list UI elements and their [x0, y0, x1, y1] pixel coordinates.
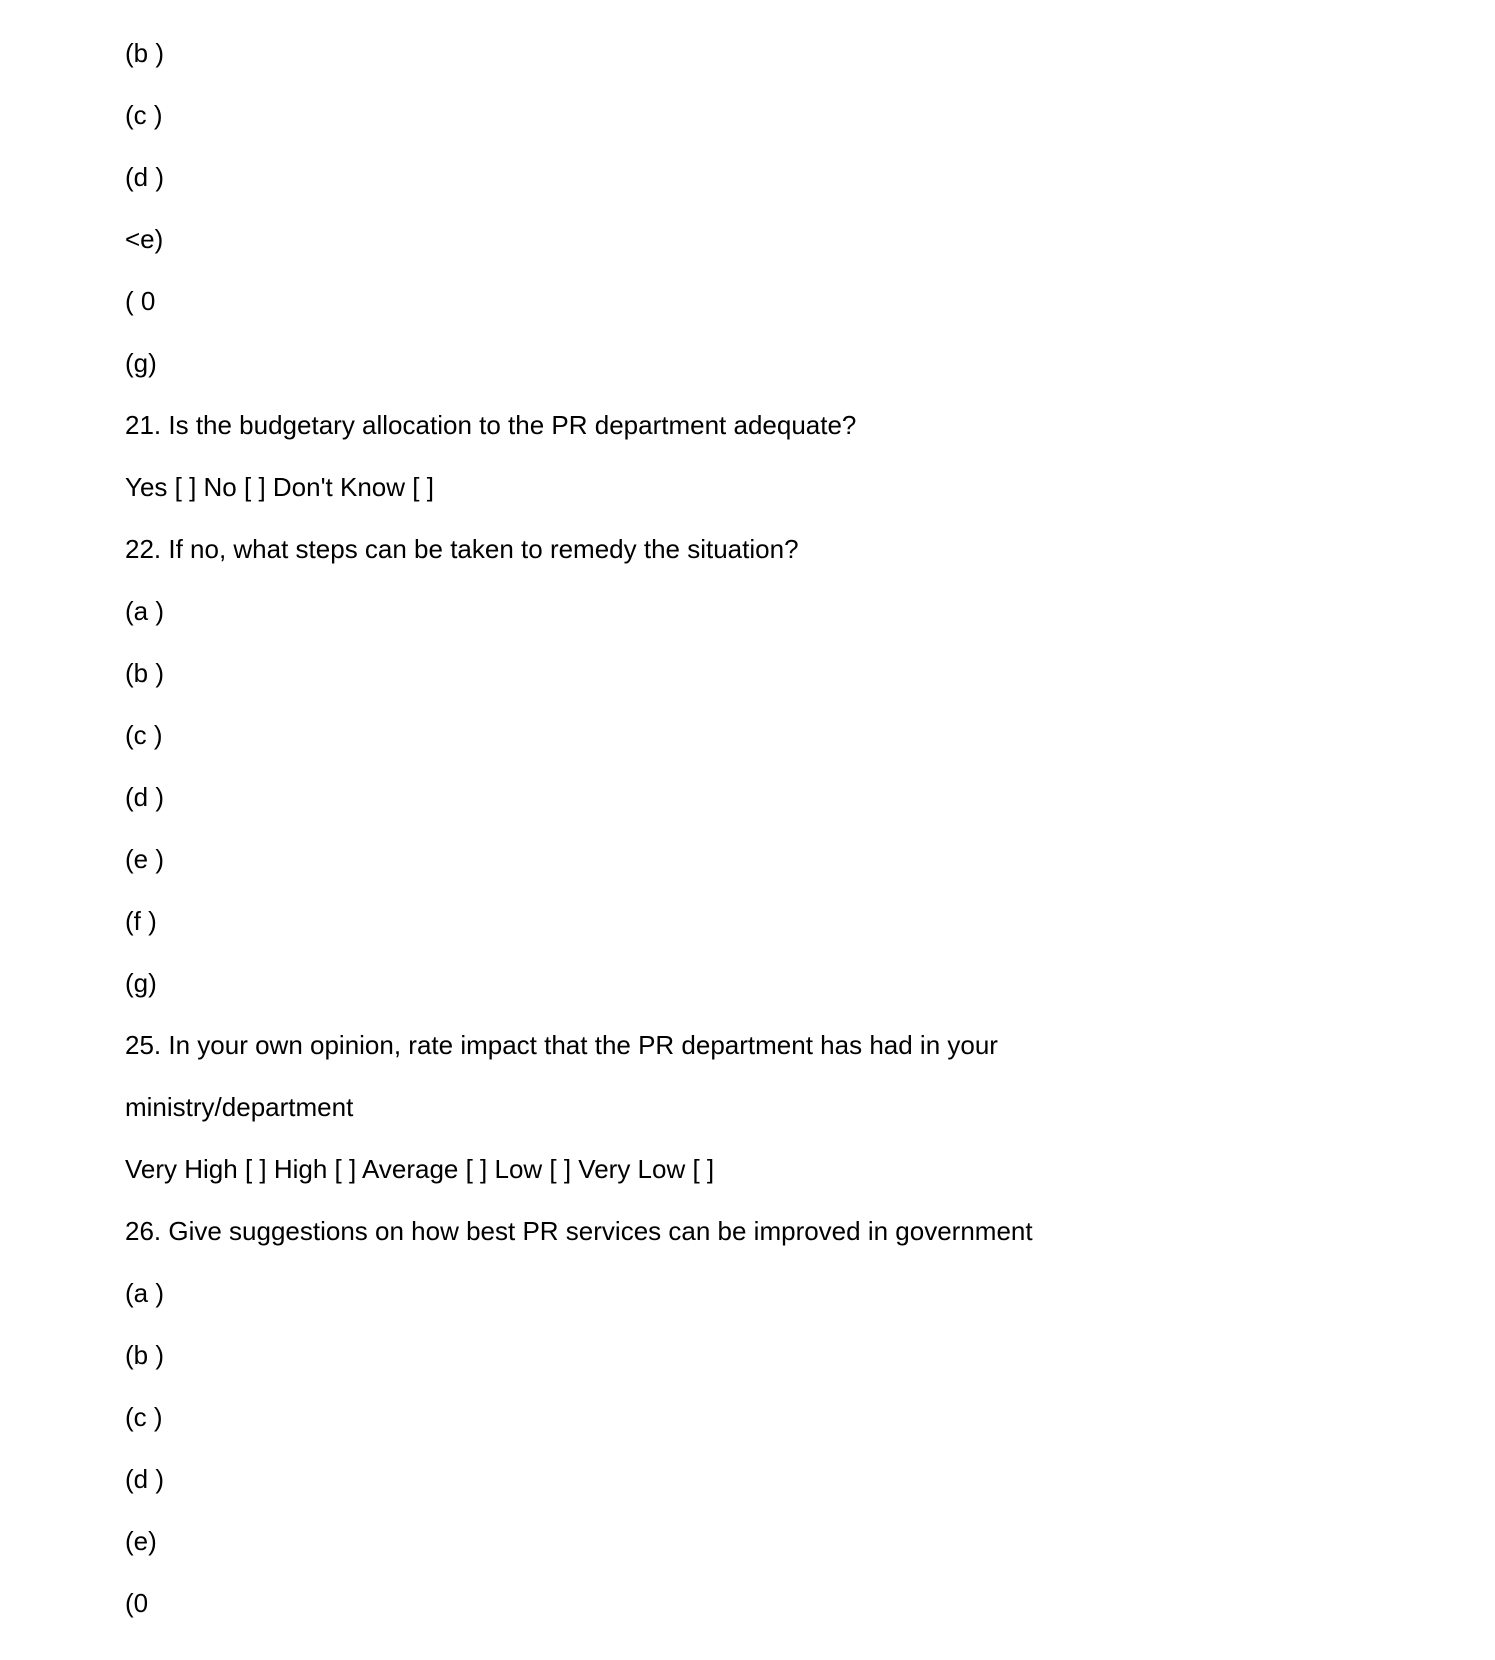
- answer-line-f: (0: [125, 1588, 149, 1618]
- answer-line-b: (b ): [125, 658, 164, 688]
- question-22: 22. If no, what steps can be taken to remedy the situation?: [125, 534, 799, 564]
- answer-line-c: (c ): [125, 1402, 163, 1432]
- question-25-continued: ministry/department: [125, 1092, 354, 1122]
- answer-line-c: (c ): [125, 720, 163, 750]
- question-25: 25. In your own opinion, rate impact that the PR department has had in your: [125, 1030, 998, 1060]
- answer-line-f: (f ): [125, 906, 157, 936]
- answer-line-a: (a ): [125, 596, 164, 626]
- answer-line-e: (e): [125, 1526, 157, 1556]
- question-25-options: Very High [ ] High [ ] Average [ ] Low [ ] Very Low [ ]: [125, 1154, 715, 1184]
- answer-line-a: (a ): [125, 1278, 164, 1308]
- answer-line-c: (c ): [125, 100, 163, 130]
- answer-line-b: (b ): [125, 1340, 164, 1370]
- answer-line-g: (g): [125, 968, 157, 998]
- question-21-options: Yes [ ] No [ ] Don't Know [ ]: [125, 472, 434, 502]
- answer-line-g: (g): [125, 348, 157, 378]
- answer-line-f: ( 0: [125, 286, 156, 316]
- answer-line-b: (b ): [125, 38, 164, 68]
- answer-line-d: (d ): [125, 1464, 164, 1494]
- answer-line-e: <e): [125, 224, 164, 254]
- answer-line-e: (e ): [125, 844, 164, 874]
- answer-line-d: (d ): [125, 782, 164, 812]
- question-21: 21. Is the budgetary allocation to the PR department adequate?: [125, 410, 857, 440]
- question-26: 26. Give suggestions on how best PR services can be improved in government: [125, 1216, 1033, 1246]
- answer-line-d: (d ): [125, 162, 164, 192]
